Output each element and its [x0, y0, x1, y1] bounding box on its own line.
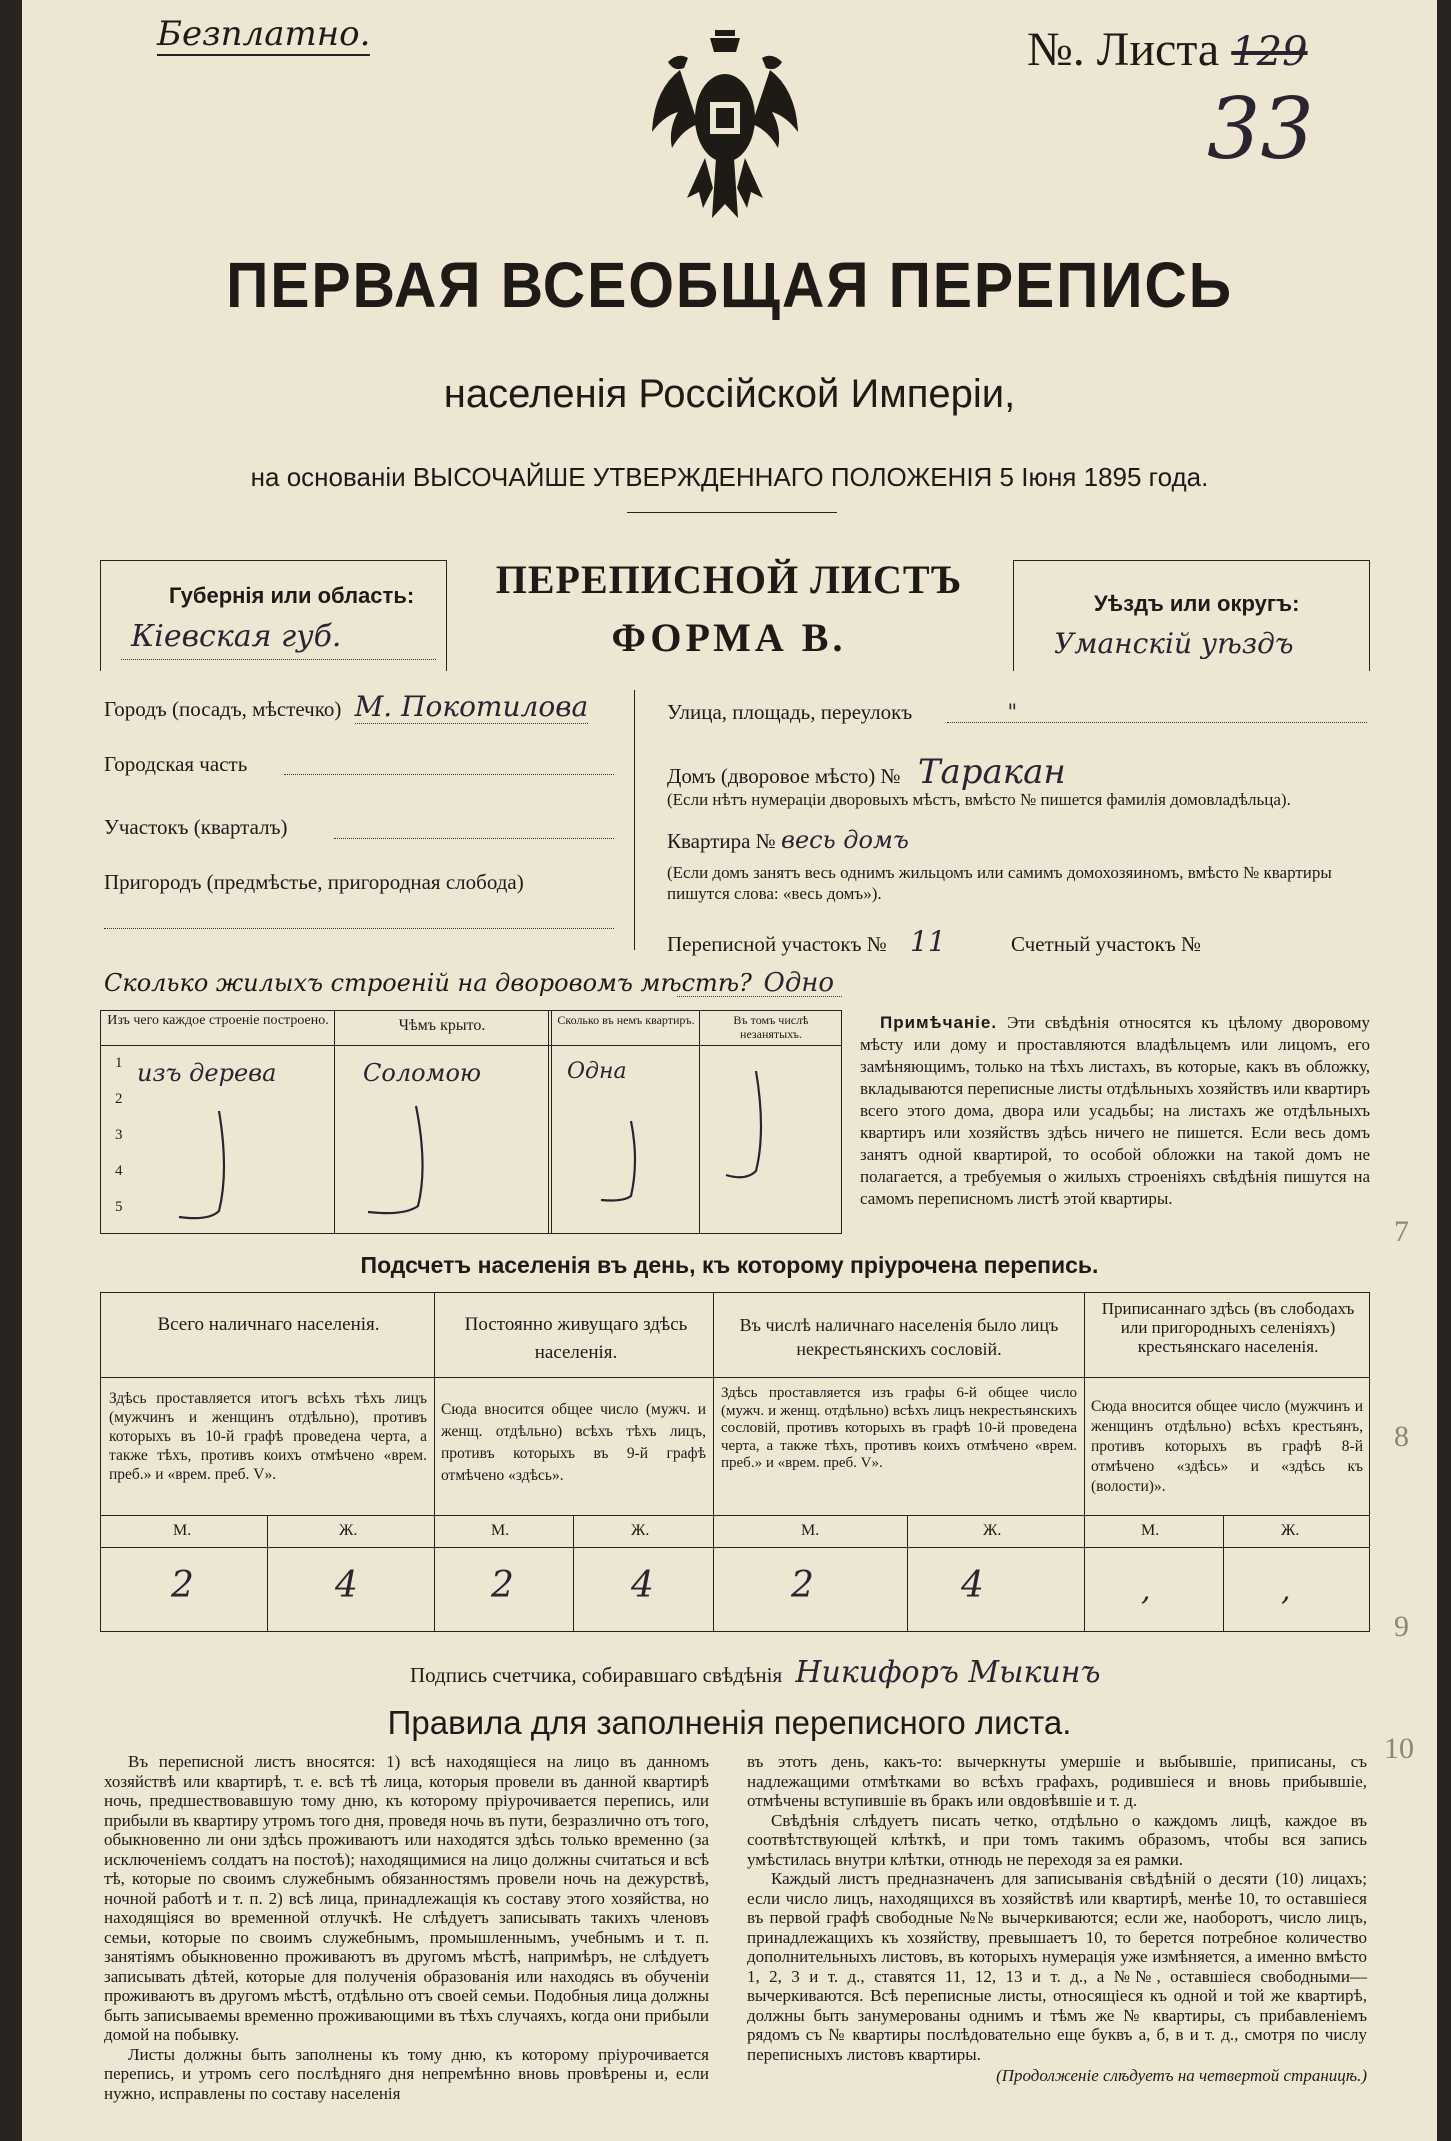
ditto-marks — [101, 1011, 841, 1233]
kvartira-note: (Если домъ занятъ весь однимъ жильцомъ или самимъ домохозяиномъ, вмѣсто № квартиры пишутся слова: «весь домъ»). — [667, 863, 1332, 903]
count-m-1: 2 — [171, 1565, 194, 1606]
sheet-number-struck: 129 — [1231, 29, 1308, 75]
kvartira-label: Квартира № — [667, 829, 776, 853]
side-digit-7: 7 — [1394, 1215, 1409, 1248]
perepis-uch-label: Переписной участокъ № — [667, 932, 887, 956]
row-number-1: 1 — [115, 1055, 123, 1071]
count-table — [100, 1292, 1370, 1632]
dom-note: (Если нѣтъ нумераціи дворовыхъ мѣстъ, вмѣсто № пишется фамилія домовладѣльца). — [667, 790, 1291, 809]
ulitsa-value: " — [1007, 700, 1018, 724]
rules-left-p2: Листы должны быть заполнены къ тому дню, къ которому пріурочивается перепись, и утромъ сего послѣдняго дня непремѣнно вновь провѣрены и, если нужно, исправлены по составу населенія — [104, 2044, 709, 2103]
signature-value: Никифоръ Мыкинъ — [795, 1655, 1101, 1690]
uyezd-label: Уѣздъ или округъ: — [1094, 591, 1300, 616]
stroeniya-question: Сколько жилыхъ строеній на дворовомъ мѣстѣ? — [104, 969, 752, 997]
prigorod-label: Пригородъ (предмѣстье, пригородная слобода) — [104, 870, 524, 894]
count-desc-1: Здѣсь проставляется итогъ всѣхъ тѣхъ лицъ (мужчинъ и женщинъ отдѣльно), противъ которыхъ въ 10-й графѣ проведена черта, а также тѣхъ, противъ коихъ отмѣчено «врем. преб.» и «врем. преб. V». — [109, 1390, 427, 1483]
rules-left — [104, 1752, 709, 2103]
signature-label: Подпись счетчика, собиравшаго свѣдѣнія — [410, 1663, 783, 1687]
free-label: Безплатно. — [157, 14, 371, 54]
uchastok-line — [334, 838, 614, 839]
m-label-2: М. — [491, 1522, 510, 1539]
form-title-box — [445, 548, 1013, 670]
count-zh-2: 4 — [631, 1565, 654, 1606]
stroeniya-row — [104, 968, 834, 998]
sheet-number-value: 33 — [1207, 80, 1314, 178]
count-head-3: Въ числѣ наличнаго населенія было лицъ некрестьянскихъ сословій. — [739, 1315, 1059, 1359]
m-label-4: М. — [1141, 1522, 1160, 1539]
dom-row — [667, 752, 1066, 792]
count-head-line — [101, 1377, 1369, 1378]
count-desc-4: Сюда вносится общее число (мужчинъ и женщинъ отдѣльно) всѣхъ крестьянъ, противъ которыхъ въ графѣ 8-й отмѣчено «здѣсь» и «здѣсь къ (волости)». — [1091, 1398, 1363, 1495]
perepis-uch-value: 11 — [910, 925, 946, 958]
bheader-apartments: Сколько въ немъ квартиръ. — [557, 1013, 695, 1027]
form-title: ПЕРЕПИСНОЙ ЛИСТЪ — [495, 557, 963, 602]
kvartira-row — [667, 826, 909, 854]
zh-label-4: Ж. — [1281, 1522, 1300, 1539]
count-sep-1 — [434, 1293, 435, 1631]
sheet-number-label-text: №. Листа — [1027, 23, 1220, 76]
count-m-2: 2 — [491, 1565, 514, 1606]
kvartira-value: весь домъ — [780, 826, 909, 854]
gorodskaya-label: Городская часть — [104, 752, 248, 776]
address-divider — [634, 690, 635, 950]
dom-label: Домъ (дворовое мѣсто) № — [667, 764, 901, 788]
row-number-2: 2 — [115, 1091, 123, 1107]
stroeniya-answer: Одно — [763, 968, 835, 998]
census-sheet — [22, 0, 1437, 2141]
ulitsa-label: Улица, площадь, переулокъ — [667, 700, 913, 724]
row1-roof: Соломою — [363, 1059, 482, 1087]
count-sep-3 — [1084, 1293, 1085, 1631]
row-number-3: 3 — [115, 1127, 123, 1143]
note-text: Эти свѣдѣнія относятся къ цѣлому дворовому мѣсту или дому и проставляются владѣльцемъ или лицомъ, его замѣняющимъ, только на тѣхъ листахъ, въ которые, какъ въ обложку, вкладываются переписные листы отдѣльныхъ хозяйствъ или квартиръ всего этого дома, двора или усадьбы; на листахъ же отдѣльныхъ квартиръ или хозяйствъ здѣсь ничего не пишется. Если весь домъ занятъ одной квартирой, то особой обложки на такой домъ не полагается, а требуемыя о жилыхъ строеніяхъ свѣдѣнія пишутся на самомъ переписномъ листѣ этой квартиры. — [860, 1013, 1370, 1208]
bheader-material: Изъ чего каждое строеніе построено. — [107, 1013, 329, 1028]
census-title: ПЕРВАЯ ВСЕОБЩАЯ ПЕРЕПИСЬ — [226, 249, 1233, 321]
count-zh-4: , — [1281, 1573, 1291, 1608]
count-zh-1: 4 — [335, 1565, 358, 1606]
count-desc-2: Сюда вносится общее число (мужч. и женщ. отдѣльно) всѣхъ тѣхъ лицъ, противъ которыхъ въ 9-й графѣ отмѣчено «здѣсь». — [441, 1401, 706, 1484]
perepis-row — [667, 925, 1201, 958]
side-digit-10: 10 — [1384, 1732, 1414, 1765]
count-head-1: Всего наличнаго населенія. — [157, 1314, 380, 1335]
side-digit-8: 8 — [1394, 1420, 1409, 1453]
form-sub: ФОРМА В. — [611, 615, 847, 660]
rules-continued: (Продолженіе слѣдуетъ на четвертой страницѣ.) — [996, 2066, 1367, 2085]
divider — [627, 512, 837, 513]
row1-material: изъ дерева — [137, 1059, 277, 1087]
count-mz-line — [101, 1547, 1369, 1548]
rules-left-p1: Въ переписной листъ вносятся: 1) всѣ находящіеся на лицо въ данномъ хозяйствѣ или квартирѣ, т. е. всѣ тѣ лица, которыя провели въ данной квартирѣ ночь, предшествовавшую тому дню, къ которому пріурочивается перепись, или прибыли въ квартиру утромъ того дня, проведя ночь въ пути, безразлично отъ того, обыкновенно ли они здѣсь проживаютъ или находятся здѣсь только временно (за исключеніемъ солдатъ на постоѣ); находящимися на лицо должны считаться и всѣ тѣ, которые по своимъ служебнымъ обязанностямъ провели ночь на дежурствѣ, ночной работѣ и т. п. 2) всѣ лица, принадлежащія къ составу этого хозяйства, но находящіяся во временной отлучкѣ. Не слѣдуетъ записывать такихъ членовъ семьи, которые по своимъ служебнымъ, промышленнымъ, учебнымъ и т. п. занятіямъ обыкновенно проживаютъ въ другомъ мѣстѣ, напримѣръ, не слѣдуетъ записывать дѣтей, которые для полученія образованія или находясь въ обученіи проживаютъ въ другомъ мѣстѣ, отдѣльно отъ своей семьи. Подобныя лица должны быть записываемы временно проживающими въ тѣхъ случаяхъ, когда они прибыли домой на побывку. — [104, 1752, 709, 2044]
buildings-table — [100, 1010, 842, 1234]
bheader-vacant: Въ томъ числѣ незанятыхъ. — [733, 1013, 809, 1041]
count-m-3: 2 — [791, 1565, 814, 1606]
gorodskaya-line — [284, 774, 614, 775]
rules-right-p1: въ этотъ день, какъ-то: вычеркнуты умершіе и выбывшіе, приписаны, съ надлежащими отмѣтками во всѣхъ графахъ, родившіеся и вновь прибывшіе, отмѣчены вступившіе въ бракъ или овдовѣвшіе и т. д. — [747, 1752, 1367, 1810]
m-label-3: М. — [801, 1522, 820, 1539]
double-headed-eagle-emblem — [650, 28, 800, 228]
count-head-4: Приписаннаго здѣсь (въ слободахъ или пригородныхъ селеніяхъ) крестьянскаго населенія. — [1101, 1299, 1355, 1356]
rules-right-p2: Свѣдѣнія слѣдуетъ писать четко, отдѣльно о каждомъ лицѣ, каждое въ соотвѣтствующей клѣткѣ, и при томъ такимъ образомъ, чтобы вся запись умѣстилась внутри клѣтки, отнюдь не переходя за ея рамки. — [747, 1810, 1367, 1869]
note-block — [860, 1012, 1370, 1210]
uyezd-box — [1013, 560, 1370, 671]
count-m-4: , — [1141, 1573, 1151, 1608]
zh-label-1: Ж. — [339, 1522, 358, 1539]
count-desc-3: Здѣсь проставляется изъ графы 6-й общее число (мужч. и женщ. отдѣльно) всѣхъ лицъ некрестьянскихъ сословій, противъ которыхъ въ графѣ 10-й проведена черта, а также тѣхъ, противъ коихъ отмѣчено «врем. преб.» и «врем. преб. V». — [721, 1385, 1077, 1471]
bheader-roof: Чѣмъ крыто. — [398, 1017, 486, 1034]
guberniya-line — [121, 659, 436, 660]
schetny-uch-label: Счетный участокъ № — [1010, 932, 1202, 956]
guberniya-box — [100, 560, 447, 671]
m-label-1: М. — [173, 1522, 192, 1539]
guberniya-label: Губернія или область: — [169, 583, 415, 608]
count-desc-line — [101, 1515, 1369, 1516]
count-title: Подсчетъ населенія въ день, къ которому пріурочена перепись. — [360, 1252, 1099, 1278]
row1-apartments: Одна — [567, 1059, 627, 1084]
census-subtitle: населенія Россійской Имперіи, — [443, 372, 1016, 416]
dom-value: Таракан — [917, 752, 1066, 792]
guberniya-value: Кіевская губ. — [131, 619, 342, 654]
sheet-number-label — [1027, 22, 1308, 77]
signature-row — [410, 1655, 1101, 1690]
census-basis: на основаніи ВЫСОЧАЙШЕ УТВЕРЖДЕННАГО ПОЛОЖЕНІЯ 5 Іюня 1895 года. — [250, 462, 1209, 492]
zh-label-3: Ж. — [983, 1522, 1002, 1539]
mz-sep-1 — [267, 1515, 268, 1631]
row-number-4: 4 — [115, 1163, 123, 1179]
zh-label-2: Ж. — [631, 1522, 650, 1539]
note-label: Примѣчаніе. — [880, 1013, 998, 1032]
uyezd-value: Уманскій уѣздъ — [1054, 627, 1294, 660]
count-zh-3: 4 — [961, 1565, 984, 1606]
gorod-label: Городъ (посадъ, мѣстечко) — [104, 697, 342, 721]
rules-right — [747, 1752, 1367, 2086]
stroeniya-line — [677, 996, 842, 997]
uchastok-label: Участокъ (кварталъ) — [104, 815, 288, 839]
mz-sep-4 — [1223, 1515, 1224, 1631]
mz-sep-3 — [907, 1515, 908, 1631]
ulitsa-line — [947, 722, 1367, 723]
side-digit-9: 9 — [1394, 1610, 1409, 1643]
count-sep-2 — [713, 1293, 714, 1631]
mz-sep-2 — [573, 1515, 574, 1631]
gorod-value: М. Покотилова — [354, 690, 589, 723]
gorod-row — [104, 690, 624, 723]
rules-right-p3: Каждый листъ предназначенъ для записыванія свѣдѣній о десяти (10) лицахъ; если число лицъ, находящихся въ хозяйствѣ или квартирѣ, менѣе 10, то оставшіеся въ первой графѣ свободные №№ вычеркиваются; если же, наоборотъ, число лицъ, принадлежащихъ къ хозяйству, превышаетъ 10, то берется потребное количество дополнительныхъ листовъ, въ которыхъ нумерація уже измѣняется, а именно вмѣсто 1, 2, 3 и т. д., ставятся 11, 12, 13 и т. д., а №№, оставшіеся свободными—вычеркиваются. Всѣ переписные листы, относящіеся къ одной и той же квартирѣ, должны быть занумерованы однимъ и тѣмъ же № квартиры, съ прибавленіемъ рядомъ съ № квартиры послѣдовательно еще буквъ а, б, в и т. д., смотря по числу переписныхъ листовъ квартиры. — [747, 1869, 1367, 2064]
rules-title: Правила для заполненія переписного листа. — [387, 1704, 1072, 1741]
count-head-2: Постоянно живущаго здѣсь населенія. — [464, 1314, 688, 1363]
row-number-5: 5 — [115, 1199, 123, 1215]
prigorod-line — [104, 928, 614, 929]
